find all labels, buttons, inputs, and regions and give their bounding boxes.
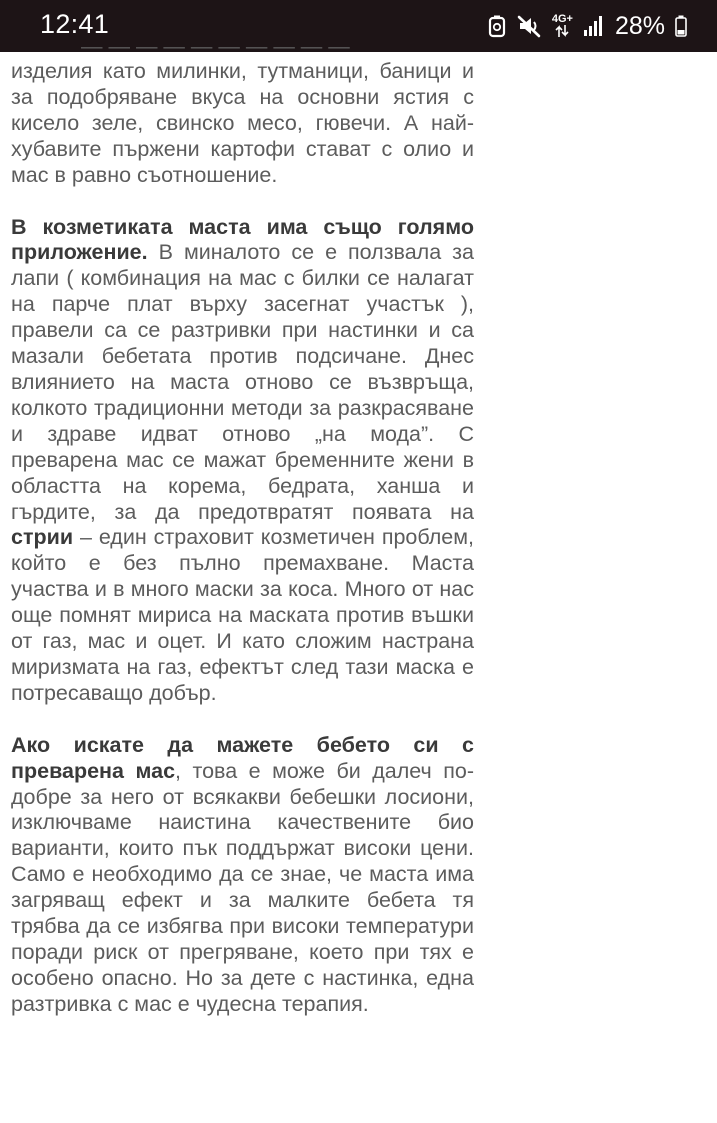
article-paragraph-1: изделия като милинки, тутманици, баници и за подобряване вкуса на основни ястия с кисело зеле, свинско месо, гювечи. А най-хубавите пържени картофи стават с олио и мас в равно съотношение. bbox=[11, 59, 474, 187]
signal-icon bbox=[583, 15, 603, 37]
article-body bbox=[11, 34, 474, 1018]
mute-icon bbox=[516, 14, 542, 38]
battery-percentage: 28% bbox=[614, 11, 665, 40]
article-paragraph-2 bbox=[11, 215, 474, 707]
network-arrows-icon bbox=[552, 14, 573, 38]
article-paragraph-3 bbox=[11, 733, 474, 1018]
paragraph-3-lead: Ако искате да мажете бебето си с преварена мас bbox=[11, 732, 474, 783]
paragraph-2-text-a: В миналото се е ползвала за лапи ( комбинация на мас с билки се налагат на парче плат върху засегнат участък ), правели са се разтривки при настинки и са мазали бебетата против подсичане. Днес влиянието на маста отново се възвръща, колкото традиционни методи за разкрасяване и здраве идват отново „на мода”. С преварена мас се мажат бременните жени в областта на корема, бедрата, ханша и гърдите, за да предотвратят появата на bbox=[11, 240, 474, 524]
network-type-label: 4G+ bbox=[551, 13, 573, 25]
status-icons bbox=[488, 10, 687, 42]
paragraph-2-text-b: – един страховит козметичен проблем, който е без пълно премахване. Маста участва и в много маски за коса. Много от нас още помнят мириса на маската против въшки от газ, мас и оцет. И като сложим настрана миризмата на газ, ефектът след тази маска е потресаващо добър. bbox=[11, 525, 474, 705]
cut-off-line: — — — — — — — — — — bbox=[81, 34, 350, 58]
paragraph-3-text: , това е може би далеч по-добре за него от всякакви бебешки лосиони, изключваме наистина качествените био варианти, които пък поддържат високи цени. Само е необходимо да се знае, че маста има загряващ ефект и за малките бебета тя трябва да се избягва при високи температури поради риск от прегряване, което при тях е особено опасно. Но за дете с настинка, една разтривка с мас е чудесна терапия. bbox=[11, 758, 474, 1016]
stretch-marks-link[interactable]: стрии bbox=[11, 525, 74, 550]
clock: 12:41 bbox=[40, 9, 110, 39]
battery-icon bbox=[675, 15, 687, 37]
data-saver-icon bbox=[488, 15, 506, 37]
paragraph-2-lead: В козметиката маста има също голямо приложение. bbox=[11, 214, 474, 265]
